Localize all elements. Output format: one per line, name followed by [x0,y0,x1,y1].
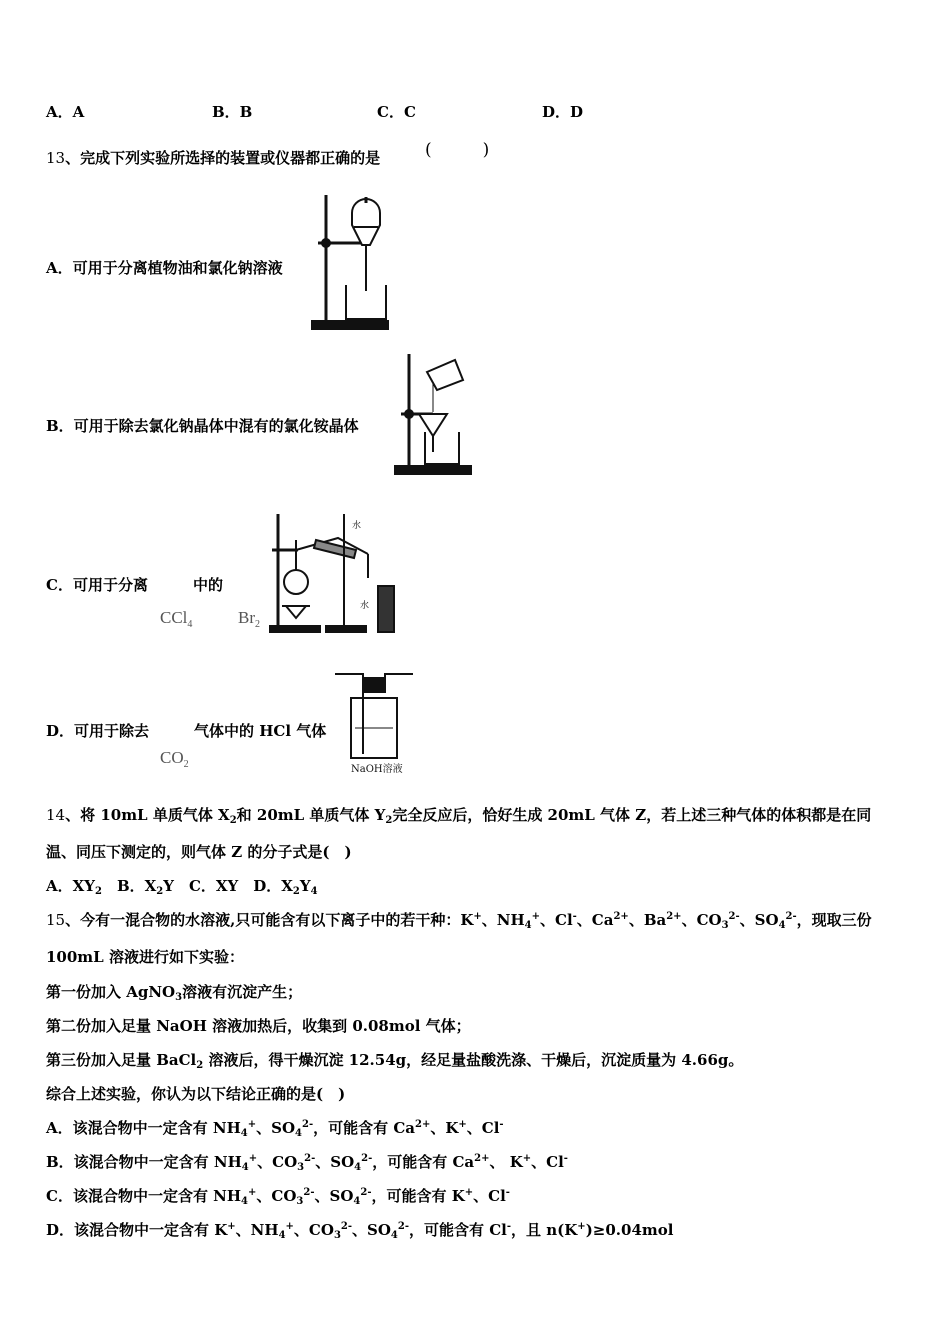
text-segment: 、SO [315,1153,355,1171]
text-segment: 、K [430,1119,459,1137]
superscript: 2- [785,911,797,922]
text-segment: ，且 n(K [511,1221,578,1239]
text-segment: C．该混合物中一定含有 NH [46,1187,242,1205]
text-segment: 、NH [481,911,525,929]
superscript: - [572,911,577,922]
text-segment: D．D [542,103,584,121]
superscript: 2- [340,1221,353,1232]
text-line [46,575,223,595]
superscript: 2+ [414,1119,431,1130]
text-segment: 、SO [256,1119,296,1137]
text-segment: B．可用于除去氯化钠晶体中混有的氯化铵晶体 [46,417,359,435]
subscript: 4 [310,886,318,897]
text-line [46,721,326,741]
subscript: 4 [390,1230,398,1241]
filtration-apparatus [393,352,473,477]
text-line [46,805,871,825]
text-segment: 、Cl [540,911,573,929]
answer-option [212,102,252,122]
superscript: + [227,1221,236,1232]
superscript: 2- [304,1153,316,1164]
water-label: 水 [352,521,362,531]
ccl4-label [160,608,192,628]
text-segment: 、SO [352,1221,391,1239]
subscript: 3 [333,1230,341,1241]
co2-text: CO [160,748,184,767]
text-line [46,416,359,436]
superscript: 2- [303,1187,315,1198]
subscript: 2 [196,1060,204,1071]
superscript: + [473,911,482,922]
text-segment: 第三份加入足量 BaCl [46,1051,197,1069]
text-line [46,1152,568,1172]
text-segment: ，可能含有 Ca [372,1153,475,1171]
text-segment: ，现取三份 [796,911,872,929]
text-line [46,1016,471,1036]
answer-parentheses: ( ) [425,140,490,160]
text-segment: 、Ba [628,911,667,929]
subscript: 4 [241,1162,249,1173]
text-segment: 、SO [739,911,779,929]
distillation-apparatus [268,510,408,638]
ccl4-sub: 4 [187,619,193,630]
text-segment: B．B [212,103,253,121]
answer-option [542,102,583,122]
subscript: 4 [240,1128,248,1139]
text-segment: 温、同压下测定的，则气体 Z 的分子式是( ) [46,843,352,861]
subscript: 4 [524,920,532,931]
answer-option [377,102,416,122]
superscript: 2+ [474,1153,490,1164]
text-segment: 、今有一混合物的水溶液,只可能含有以下离子中的若干种：K [65,911,474,929]
subscript: 2 [292,886,300,897]
text-segment: D．可用于除去 气体中的 HCl 气体 [46,722,327,740]
text-segment: 第一份加入 AgNO [46,983,176,1001]
water-label-2: 水 [360,601,370,611]
text-segment: ，可能含有 K [371,1187,465,1205]
text-line [46,982,302,1002]
br2-sub: 2 [255,619,260,630]
superscript: + [248,1153,258,1164]
text-segment: B．X [101,877,157,895]
superscript: 2+ [613,911,629,922]
text-line [46,947,244,967]
text-segment: 、SO [314,1187,354,1205]
superscript: + [458,1119,467,1130]
subscript: 4 [295,1128,302,1139]
text-segment: 综合上述实验，你认为以下结论正确的是( ) [46,1085,346,1103]
text-segment: 、Cl [531,1153,564,1171]
superscript: + [522,1153,532,1164]
text-segment: 、Ca [576,911,614,929]
question-number: 15 [46,911,66,929]
text-segment: 100mL 溶液进行如下实验： [46,948,244,966]
superscript: + [531,911,540,922]
superscript: - [499,1119,504,1130]
ccl4-text: CCl [160,608,188,627]
text-segment: 、将 10mL 单质气体 X [65,806,230,824]
text-line [46,910,872,930]
text-segment: 第二份加入足量 NaOH 溶液加热后，收集到 0.08mol 气体； [46,1017,471,1035]
text-line [46,1118,504,1138]
subscript: 4 [354,1162,362,1173]
subscript: 2 [229,815,237,826]
text-segment: A．XY [46,877,95,895]
text-line [46,1084,345,1104]
question-number: 14 [46,806,66,824]
text-segment: )≥0.04mol [585,1221,674,1239]
question-number: 13 [46,149,66,167]
text-segment: ，可能含有 Ca [313,1119,415,1137]
subscript: 3 [175,992,183,1003]
superscript: + [464,1187,474,1198]
text-segment: B．该混合物中一定含有 NH [46,1153,242,1171]
text-segment: 和 20mL 单质气体 Y [236,806,386,824]
br2-text: Br [238,608,255,627]
text-segment: C．C [377,103,416,121]
subscript: 2 [156,886,164,897]
superscript: 2- [360,1187,372,1198]
text-line [46,842,352,862]
text-line [46,258,283,278]
superscript: + [577,1221,586,1232]
text-segment: Y [299,877,311,895]
text-segment: Y C．XY D．X [163,877,293,895]
superscript: 2- [397,1221,409,1232]
subscript: 4 [778,920,786,931]
subscript: 3 [297,1162,305,1173]
text-line [46,1050,743,1070]
text-segment: A．可用于分离植物油和氯化钠溶液 [46,259,283,277]
superscript: + [285,1221,294,1232]
co2-label [160,748,189,768]
text-segment: 、完成下列实验所选择的装置或仪器都正确的是 [65,149,381,167]
answer-option [46,102,84,122]
subscript: 3 [296,1196,304,1207]
naoh-label: NaOH溶液 [351,764,403,775]
text-segment: 、CO [681,911,722,929]
text-segment: D．该混合物中一定含有 K [46,1221,228,1239]
superscript: 2+ [666,911,682,922]
subscript: 2 [385,815,393,826]
text-segment: A．A [46,103,85,121]
separatory-funnel-apparatus [310,193,390,333]
subscript: 4 [278,1230,286,1241]
text-segment: 、CO [257,1153,298,1171]
superscript: - [563,1153,568,1164]
text-line [46,1220,673,1240]
text-segment: C．可用于分离 中的 [46,576,223,594]
superscript: + [247,1119,257,1130]
superscript: - [505,1187,510,1198]
text-segment: 、CO [293,1221,334,1239]
text-segment: 溶液有沉淀产生； [182,983,303,1001]
subscript: 2 [95,886,102,897]
text-segment: 溶液后，得干燥沉淀 12.54g，经足量盐酸洗涤、干燥后，沉淀质量为 4.66g。 [203,1051,744,1069]
subscript: 3 [721,920,729,931]
text-segment: A．该混合物中一定含有 NH [46,1119,241,1137]
superscript: 2- [728,911,740,922]
text-segment: 、CO [256,1187,297,1205]
superscript: - [506,1221,512,1232]
br2-label [238,608,260,628]
text-segment: 、 K [489,1153,523,1171]
gas-washing-bottle [333,668,423,778]
text-segment: 、Cl [466,1119,500,1137]
superscript: 2- [361,1153,373,1164]
co2-sub: 2 [183,759,189,770]
text-line [46,148,380,168]
text-line [46,876,318,896]
text-line [46,1186,510,1206]
text-segment: 、NH [235,1221,279,1239]
superscript: + [248,1187,257,1198]
text-segment: 完全反应后，恰好生成 20mL 气体 Z，若上述三种气体的体积都是在同 [392,806,872,824]
superscript: 2- [301,1119,314,1130]
text-segment: ，可能含有 Cl [409,1221,507,1239]
subscript: 4 [241,1196,249,1207]
text-segment: 、Cl [473,1187,506,1205]
subscript: 4 [353,1196,361,1207]
